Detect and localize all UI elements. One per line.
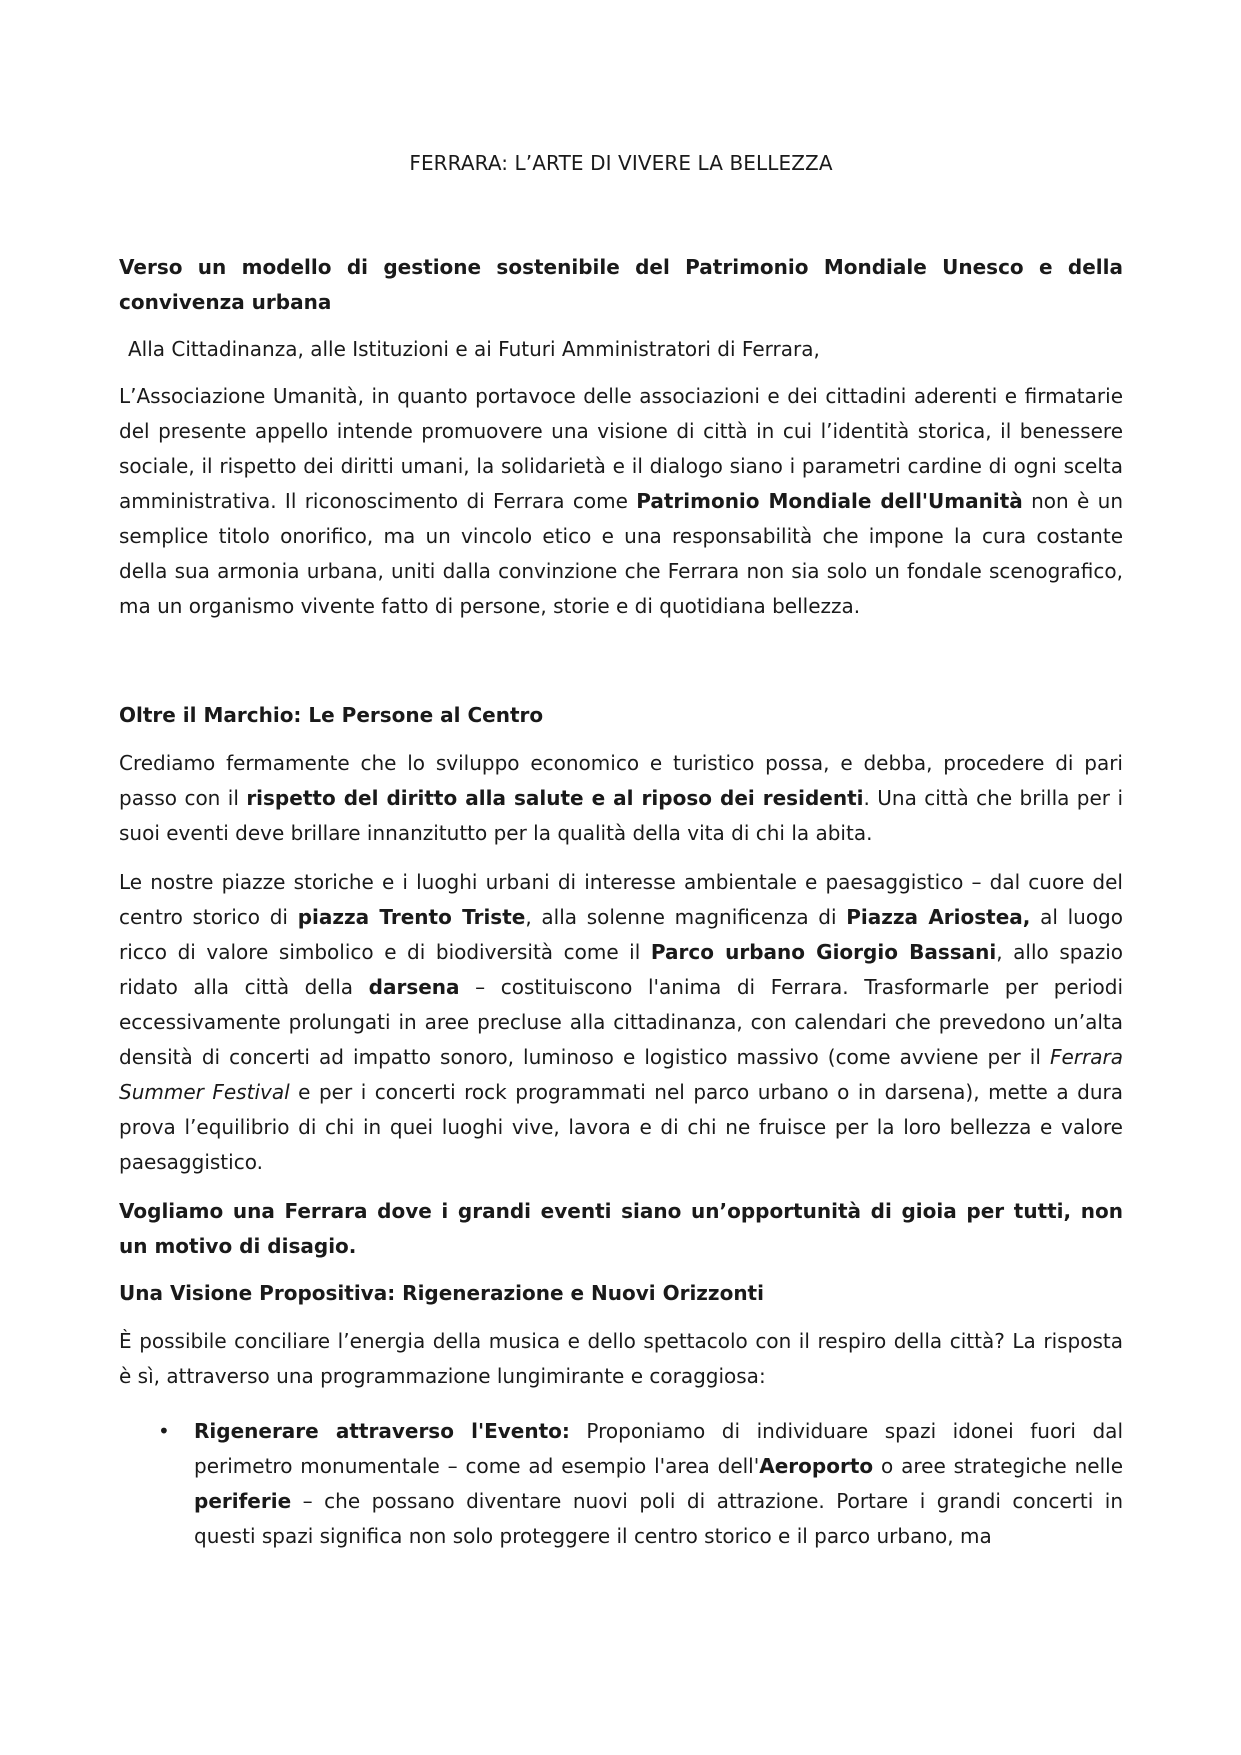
paragraph-text: Proponiamo di individuare spazi idonei fuori dal perimetro monumentale – come ad esempio l'area dell' [194,1419,1123,1478]
paragraph-text: , alla solenne magnificenza di [525,905,847,929]
bold-place-name: Aeroporto [759,1454,874,1478]
italic-festival-name: Ferrara Summer Festival [119,1045,1123,1104]
bullet-icon: • [158,1419,170,1443]
document-title: FERRARA: L’ARTE DI VIVERE LA BELLEZZA [409,151,833,175]
paragraph-text: , allo spazio ridato alla città della [119,940,1123,999]
section-heading-vision: Una Visione Propositiva: Rigenerazione e Nuovi Orizzonti [119,1281,764,1305]
list-item-text [194,1414,1123,1554]
paragraph-text: o aree strategiche nelle [873,1454,1123,1478]
paragraph-question: È possibile conciliare l’energia della musica e dello spettacolo con il respiro della città? La risposta è sì, attraverso una programmazione lungimirante e coraggiosa: [119,1329,1123,1388]
intro-bold-heritage: Patrimonio Mondiale dell'Umanità [636,489,1023,513]
paragraph-text: Crediamo fermamente che lo sviluppo economico e turistico possa, e debba, procedere di pari passo con il [119,751,1123,810]
list-item [119,1414,1123,1554]
claim-statement: Vogliamo una Ferrara dove i grandi eventi siano un’opportunità di gioia per tutti, non un motivo di disagio. [119,1199,1123,1258]
section-heading-people: Oltre il Marchio: Le Persone al Centro [119,703,544,727]
intro-paragraph [119,379,1123,624]
bold-place-name: Piazza Ariostea, [846,905,1031,929]
bold-lead: Rigenerare attraverso l'Evento: [194,1419,570,1443]
paragraph-text: e per i concerti rock programmati nel parco urbano o in darsena), mette a dura prova l’equilibrio di chi in quei luoghi vive, lavora e di chi ne fruisce per la loro bellezza e valore paesaggistico. [119,1080,1123,1174]
bold-place-name: Parco urbano Giorgio Bassani [650,940,997,964]
proposal-list [119,1414,1123,1554]
paragraph-text: Le nostre piazze storiche e i luoghi urbani di interesse ambientale e paesaggistico – dal cuore del centro storico di [119,870,1123,929]
intro-text-2: non è un semplice titolo onorifico, ma un vincolo etico e una responsabilità che impone la cura costante della sua armonia urbana, uniti dalla convinzione che Ferrara non sia solo un fondale scenografico, ma un organismo vivente fatto di persone, storie e di quotidiana bellezza. [119,489,1123,618]
section-spacer [119,638,1123,698]
salutation: Alla Cittadinanza, alle Istituzioni e ai Futuri Amministratori di Ferrara, [128,337,820,361]
paragraph-text: – che possano diventare nuovi poli di attrazione. Portare i grandi concerti in questi spazi significa non solo proteggere il centro storico e il parco urbano, ma [194,1489,1123,1548]
paragraph-text: . Una città che brilla per i suoi eventi deve brillare innanzitutto per la qualità della vita di chi la abita. [119,786,1124,845]
paragraph-health-rights [119,746,1123,851]
bold-phrase: rispetto del diritto alla salute e al riposo dei residenti [246,786,864,810]
bold-phrase: periferie [194,1489,292,1513]
bold-place-name: piazza Trento Triste [297,905,526,929]
bold-place-name: darsena [368,975,460,999]
paragraph-text: al luogo ricco di valore simbolico e di biodiversità come il [119,905,1123,964]
lead-heading: Verso un modello di gestione sostenibile del Patrimonio Mondiale Unesco e della convivenza urbana [119,255,1123,314]
intro-text-1: L’Associazione Umanità, in quanto portavoce delle associazioni e dei cittadini aderenti e firmatarie del presente appello intende promuovere una visione di città in cui l’identità storica, il benessere sociale, il rispetto dei diritti umani, la solidarietà e il dialogo siano i parametri cardine di ogni scelta amministrativa. Il riconoscimento di Ferrara come [119,384,1123,513]
paragraph-text: – costituiscono l'anima di Ferrara. Trasformarle per periodi eccessivamente prolungati in aree precluse alla cittadinanza, con calendari che prevedono un’alta densità di concerti ad impatto sonoro, luminoso e logistico massivo (come avviene per il [119,975,1123,1069]
paragraph-squares [119,865,1123,1180]
